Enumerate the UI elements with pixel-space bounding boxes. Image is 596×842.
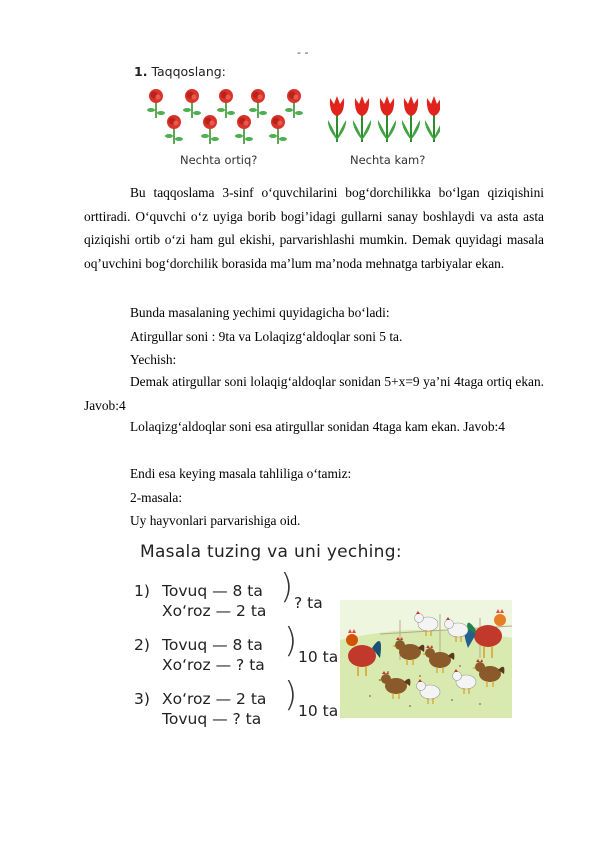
task-line: Xo‘roz — 2 ta [162,690,267,708]
task-2-label: 2-masala: [130,490,183,505]
solution-label: Yechish: [130,352,177,367]
counts-line: Atirgullar soni : 9ta va Lolaqizg‘aldoqlar soni 5 ta. [130,329,403,344]
task-number: 2) [134,636,150,654]
rose-icon [183,89,201,118]
flowers-illustration [140,84,440,154]
rose-icon [147,89,165,118]
task-title: Masala tuzing va uni yeching: [140,542,402,562]
task-number: 1) [134,582,150,600]
brace-icon: ) [284,675,298,715]
next-task-line: Endi esa keying masala tahliliga o‘tamiz: [130,466,352,481]
tulip-icon [328,96,346,142]
exercise-number: 1. [134,64,148,79]
task-line: Tovuq — 8 ta [162,582,263,600]
tulip-icon [378,96,396,142]
exercise-title [134,64,226,79]
task-line: Tovuq — 8 ta [162,636,263,654]
rose-icon [249,89,267,118]
brace-icon: ) [284,621,298,661]
task-answer: 10 ta [298,648,339,666]
task-2-topic: Uy hayvonlari parvarishiga oid. [130,513,301,528]
exercise-title-text: Taqqoslang: [151,64,226,79]
rose-icon [217,89,235,118]
rose-icon [165,115,183,144]
rose-icon [235,115,253,144]
solution-intro-line: Bunda masalaning yechimi quyidagicha bo‘ladi: [130,305,390,320]
tulip-icon [353,96,371,142]
task-line: Xo‘roz — ? ta [162,656,265,674]
answer-line-2: Lolaqizg‘aldoqlar soni esa atirgullar sonidan 4taga kam ekan. Javob:4 [130,419,505,434]
rose-icon [285,89,303,118]
paragraph-intro: Bu taqqoslama 3-sinf o‘quvchilarini bog‘dorchilikka bo‘lgan qiziqishini orttiradi. O‘quvchi o‘z uyiga borib bogi’idagi gullarni sanay boshlaydi va asta asta qiziqishi ortib o‘zi ham gul ekishi, parvarishlashi mumkin. Demak quyidagi masala oq’uvchini bog‘dorchilik borasida ma’lum ma’noda mehnatga tarbiyalar ekan. [84,185,544,271]
task-line: Xo‘roz — 2 ta [162,602,267,620]
task-answer: 10 ta [298,702,339,720]
caption-how-many-less: Nechta kam? [350,153,426,167]
task-line: Tovuq — ? ta [162,710,262,728]
top-marks: - - [297,46,309,59]
task-number: 3) [134,690,150,708]
tulip-icon [425,96,440,142]
tulip-icon [402,96,420,142]
paragraph-answer: Demak atirgullar soni lolaqig‘aldoqlar sonidan 5+x=9 ya’ni 4taga ortiq ekan. Javob:4 [84,374,544,413]
rose-icon [201,115,219,144]
caption-how-many-more: Nechta ortiq? [180,153,258,167]
brace-icon: ) [280,567,294,607]
rose-icon [269,115,287,144]
chickens-illustration [340,600,512,718]
task-answer: ? ta [294,594,323,612]
